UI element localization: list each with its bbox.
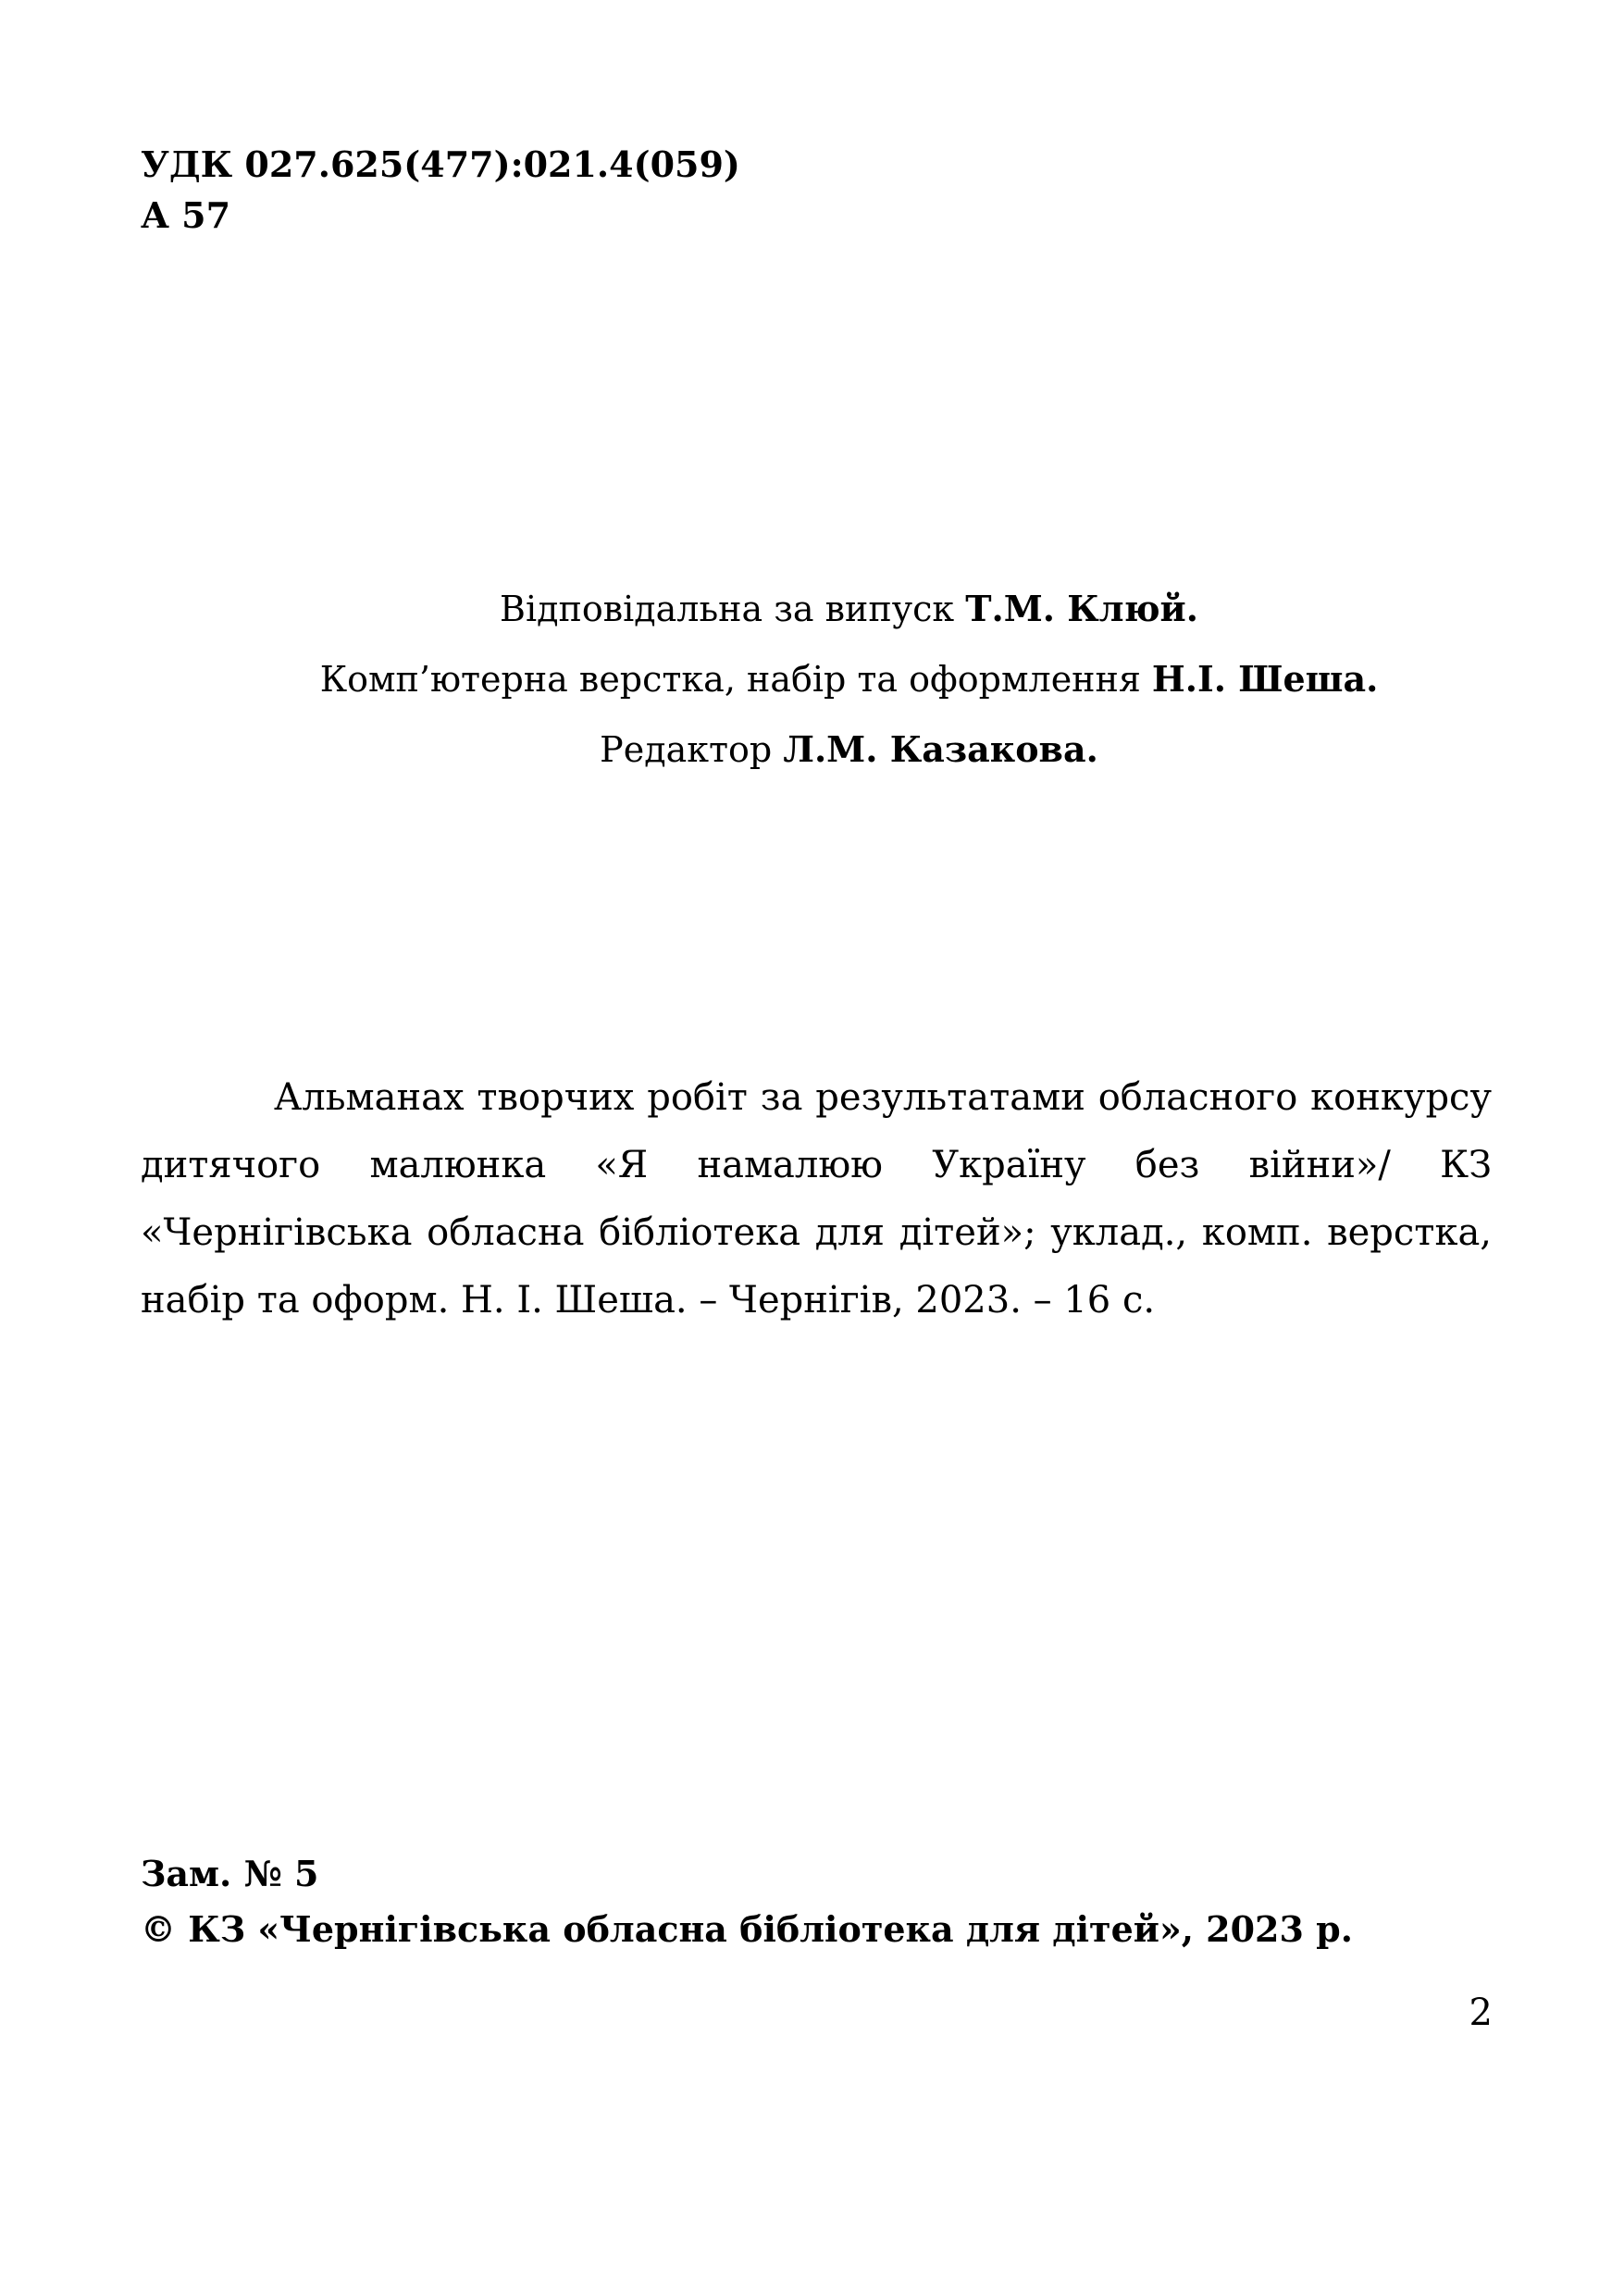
credit-editor xyxy=(74,714,1624,785)
page-number: 2 xyxy=(1469,1992,1493,2034)
imprint-block xyxy=(141,1846,1353,1957)
credit-layout-label: Комп’ютерна верстка, набір та оформлення xyxy=(319,659,1152,700)
classification-block xyxy=(141,139,740,241)
credit-responsible-name: Т.М. Клюй. xyxy=(965,588,1198,629)
credit-editor-name: Л.М. Казакова. xyxy=(783,728,1098,770)
credit-layout-name: Н.І. Шеша. xyxy=(1151,658,1379,700)
credits-block xyxy=(0,574,1624,785)
credit-layout xyxy=(74,644,1624,714)
credit-responsible-label: Відповідальна за випуск xyxy=(500,589,966,629)
author-mark: А 57 xyxy=(141,194,231,236)
credit-editor-label: Редактор xyxy=(600,729,784,770)
copyright-line: © КЗ «Чернігівська обласна бібліотека для дітей», 2023 р. xyxy=(141,1908,1353,1950)
bibliographic-annotation: Альманах творчих робіт за результатами обласного конкурсу дитячого малюнка «Я намалюю Україну без війни»/ КЗ «Чернігівська обласна бібліотека для дітей»; уклад., комп. верстка, набір та оформ. Н. І. Шеша. – Чернігів, 2023. – 16 с. xyxy=(141,1076,1492,1322)
udk-code: УДК 027.625(477):021.4(059) xyxy=(141,143,740,185)
order-number: Зам. № 5 xyxy=(141,1853,319,1894)
credit-responsible xyxy=(74,574,1624,644)
